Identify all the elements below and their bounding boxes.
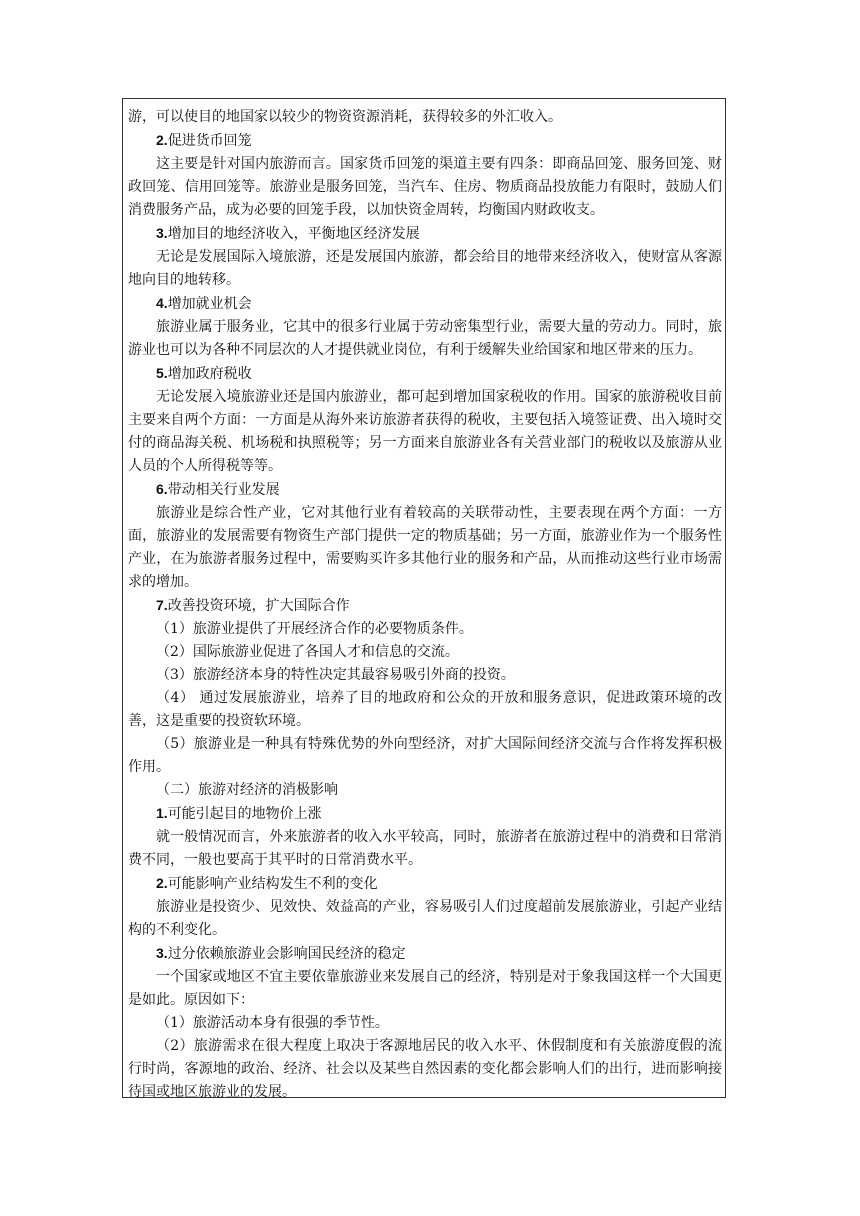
heading-number: 5. (156, 365, 168, 381)
list-item: （1）旅游活动本身有很强的季节性。 (156, 1015, 389, 1031)
heading-text: 增加政府税收 (167, 366, 252, 382)
heading-text: 过分依赖旅游业会影响国民经济的稳定 (167, 946, 406, 962)
list-item: （4） 通过发展旅游业，培养了目的地政府和公众的开放和服务意识，促进政策环境的改善，这是重要的投资软环境。 (128, 690, 722, 729)
list-item: （2）国际旅游业促进了各国人才和信息的交流。 (156, 644, 459, 660)
heading-2 (128, 129, 722, 153)
heading-2b (128, 872, 722, 896)
heading-6 (128, 478, 722, 502)
heading-number: 7. (156, 597, 168, 613)
section-heading: （二）旅游对经济的消极影响 (156, 782, 338, 798)
heading-number: 4. (156, 295, 168, 311)
heading-3 (128, 222, 722, 246)
paragraph: 一个国家或地区不宜主要依靠旅游业来发展自己的经济，特别是对于象我国这样一个大国更是如此。原因如下： (128, 969, 722, 1008)
heading-number: 1. (156, 805, 168, 821)
list-item: （3）旅游经济本身的特性决定其最容易吸引外商的投资。 (156, 667, 515, 683)
heading-text: 增加目的地经济收入，平衡地区经济发展 (167, 226, 420, 242)
paragraph: 无论是发展国际入境旅游，还是发展国内旅游，都会给目的地带来经济收入，使财富从客源地向目的地转移。 (128, 249, 722, 288)
paragraph: 旅游业是投资少、见效快、效益高的产业，容易吸引人们过度超前发展旅游业，引起产业结构的不利变化。 (128, 899, 722, 938)
heading-text: 带动相关行业发展 (167, 482, 280, 498)
heading-number: 3. (156, 225, 168, 241)
heading-text: 可能影响产业结构发生不利的变化 (167, 876, 378, 892)
heading-text: 增加就业机会 (167, 296, 252, 312)
heading-number: 2. (156, 132, 168, 148)
heading-number: 2. (156, 875, 168, 891)
list-item: （1）旅游业提供了开展经济合作的必要物质条件。 (156, 621, 473, 637)
heading-text: 可能引起目的地物价上涨 (167, 806, 322, 822)
heading-5 (128, 362, 722, 386)
heading-text: 改善投资环境，扩大国际合作 (167, 598, 350, 614)
paragraph: 这主要是针对国内旅游而言。国家货币回笼的渠道主要有四条：即商品回笼、服务回笼、财政回笼、信用回笼等。旅游业是服务回笼，当汽车、住房、物质商品投放能力有限时，鼓励人们消费服务产品，成为必要的回笼手段，以加快资金周转，均衡国内财政收支。 (128, 156, 722, 218)
paragraph: 旅游业属于服务业，它其中的很多行业属于劳动密集型行业，需要大量的劳动力。同时，旅游业也可以为各种不同层次的人才提供就业岗位，有利于缓解失业给国家和地区带来的压力。 (128, 319, 722, 358)
list-item: （2）旅游需求在很大程度上取决于客源地居民的收入水平、休假制度和有关旅游度假的流行时尚，客源地的政治、经济、社会以及某些自然因素的变化都会影响人们的出行，进而影响接待国或地区旅游业的发展。 (128, 1038, 722, 1100)
document-body (128, 106, 722, 1104)
heading-text: 促进货币回笼 (167, 133, 252, 149)
heading-number: 6. (156, 481, 168, 497)
paragraph: 就一般情况而言，外来旅游者的收入水平较高，同时，旅游者在旅游过程中的消费和日常消费不同，一般也要高于其平时的日常消费水平。 (128, 829, 722, 868)
list-item: （5）旅游业是一种具有特殊优势的外向型经济，对扩大国际间经济交流与合作将发挥积极作用。 (128, 736, 722, 775)
heading-4 (128, 292, 722, 316)
paragraph: 无论发展入境旅游业还是国内旅游业，都可起到增加国家税收的作用。国家的旅游税收目前主要来自两个方面：一方面是从海外来访旅游者获得的税收，主要包括入境签证费、出入境时交付的商品海关税、机场税和执照税等；另一方面来自旅游业各有关营业部门的税收以及旅游从业人员的个人所得税等等。 (128, 389, 722, 474)
paragraph-continuation: 游，可以使目的地国家以较少的物资资源消耗，获得较多的外汇收入。 (128, 109, 562, 125)
heading-1 (128, 802, 722, 826)
paragraph: 旅游业是综合性产业，它对其他行业有着较高的关联带动性，主要表现在两个方面：一方面，旅游业的发展需要有物资生产部门提供一定的物质基础；另一方面，旅游业作为一个服务性产业，在为旅游者服务过程中，需要购买许多其他行业的服务和产品，从而推动这些行业市场需求的增加。 (128, 505, 722, 590)
heading-number: 3. (156, 945, 168, 961)
heading-7 (128, 594, 722, 618)
heading-3b (128, 942, 722, 966)
